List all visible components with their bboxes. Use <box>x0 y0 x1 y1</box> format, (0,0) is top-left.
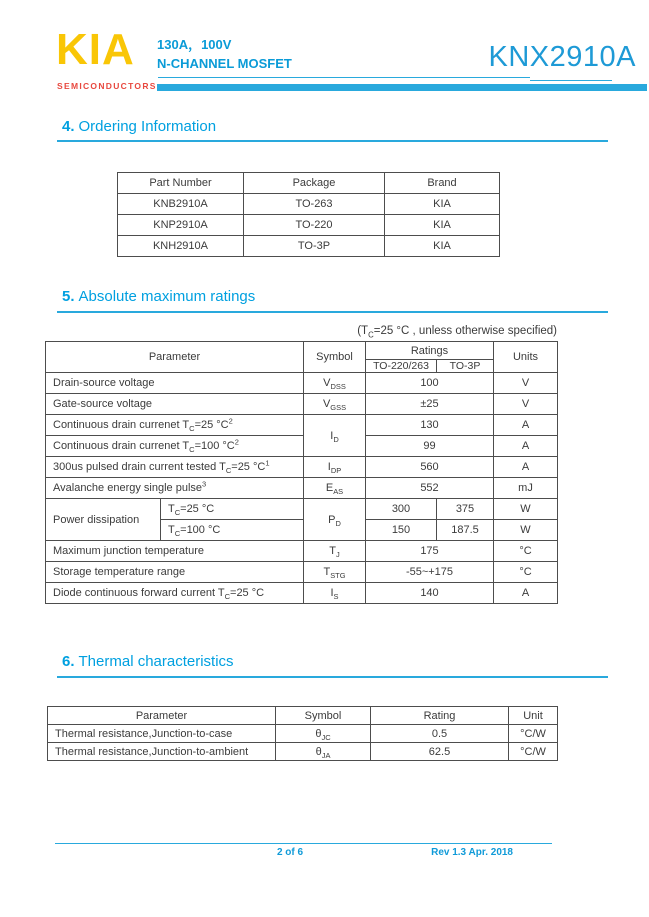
table-cell: °C <box>494 562 558 583</box>
table-header-cell: Symbol <box>276 707 371 725</box>
table-header-cell: Rating <box>371 707 509 725</box>
table-cell: 552 <box>366 478 494 499</box>
section-4-number: 4. <box>62 118 75 135</box>
table-row <box>46 541 558 562</box>
table-cell: $V_{DSS}$ <box>304 373 366 394</box>
section-6-number: 6. <box>62 653 75 670</box>
table-cell: °C/W <box>509 725 558 743</box>
header-rule-thin-right <box>530 80 612 81</box>
header-rule-thick <box>157 84 647 91</box>
table-cell: 140 <box>366 583 494 604</box>
table-cell: TO-220 <box>244 215 385 236</box>
table-cell: TO-3P <box>244 236 385 257</box>
section-4-rule <box>57 140 608 142</box>
table-cell: Continuous drain currenet $T_C=100$ $^\circ C^2$ <box>46 436 304 457</box>
table-header-cell: Ratings <box>366 342 494 360</box>
table-cell: 150 <box>366 520 437 541</box>
table-cell: 375 <box>437 499 494 520</box>
device-type-line2: N-CHANNEL MOSFET <box>157 56 292 71</box>
table-cell: Thermal resistance,Junction-to-case <box>48 725 276 743</box>
table-row <box>48 707 558 725</box>
table-cell: 0.5 <box>371 725 509 743</box>
table-cell: A <box>494 436 558 457</box>
table-row <box>48 743 558 761</box>
table-cell: $T_{STG}$ <box>304 562 366 583</box>
section-6-rule <box>57 676 608 678</box>
table-cell: 560 <box>366 457 494 478</box>
page-number: 2 of 6 <box>276 847 304 858</box>
table-row <box>46 562 558 583</box>
device-rating-line1: 130A，100V <box>157 37 232 52</box>
table-row <box>48 725 558 743</box>
table-cell: °C/W <box>509 743 558 761</box>
table-cell: 187.5 <box>437 520 494 541</box>
table-row <box>46 373 558 394</box>
table-cell: Gate-source voltage <box>46 394 304 415</box>
header-rule-thin-left <box>158 77 530 78</box>
thermal-characteristics-table <box>47 706 558 761</box>
absolute-maximum-ratings-table <box>45 341 558 604</box>
table-cell: A <box>494 457 558 478</box>
section-6-heading <box>62 653 234 670</box>
table-cell: °C <box>494 541 558 562</box>
table-cell: 99 <box>366 436 494 457</box>
section-4-title: Ordering Information <box>78 118 217 135</box>
table-cell: $I_D$ <box>304 415 366 457</box>
table-cell: $T_J$ <box>304 541 366 562</box>
table-header-cell: Parameter <box>46 342 304 373</box>
section-5-rule <box>57 311 608 313</box>
section-6-title: Thermal characteristics <box>78 653 234 670</box>
table-cell: $I_{DP}$ <box>304 457 366 478</box>
table-row <box>46 342 558 360</box>
table-header-cell: TO-3P <box>437 360 494 373</box>
footer-rule <box>55 843 552 844</box>
table-row <box>46 457 558 478</box>
table-cell: Diode continuous forward current $T_C=25$ °C <box>46 583 304 604</box>
table-header-cell: Part Number <box>118 173 244 194</box>
table-cell: 62.5 <box>371 743 509 761</box>
logo-subtext: SEMICONDUCTORS <box>57 81 157 91</box>
table-row <box>118 236 500 257</box>
table-cell: $V_{GSS}$ <box>304 394 366 415</box>
table-cell: 300us pulsed drain current tested $T_C=25$ $^\circ C^1$ <box>46 457 304 478</box>
table-cell: Avalanche energy single pulse$^3$ <box>46 478 304 499</box>
table-header-cell: Unit <box>509 707 558 725</box>
table-row <box>46 499 558 520</box>
table-cell: ±25 <box>366 394 494 415</box>
test-conditions-note: ($T_C=25$ °C , unless otherwise specified) <box>357 325 557 340</box>
table-header-cell: Package <box>244 173 385 194</box>
table-cell: Continuous drain currenet $T_C=25$ $^\circ C^2$ <box>46 415 304 436</box>
table-cell: Storage temperature range <box>46 562 304 583</box>
table-cell: $T_C=25$ °C <box>161 499 304 520</box>
table-row <box>46 478 558 499</box>
table-cell: 130 <box>366 415 494 436</box>
table-cell: Power dissipation <box>46 499 161 541</box>
table-row <box>46 436 558 457</box>
revision-date: Rev 1.3 Apr. 2018 <box>431 847 513 858</box>
table-cell: Maximum junction temperature <box>46 541 304 562</box>
section-5-title: Absolute maximum ratings <box>78 288 256 305</box>
table-header-cell: Symbol <box>304 342 366 373</box>
table-cell: $T_C=100$ °C <box>161 520 304 541</box>
table-cell: $P_D$ <box>304 499 366 541</box>
table-row <box>46 394 558 415</box>
table-row <box>46 583 558 604</box>
table-cell: KIA <box>385 194 500 215</box>
table-cell: Drain-source voltage <box>46 373 304 394</box>
table-cell: W <box>494 499 558 520</box>
table-cell: KIA <box>385 215 500 236</box>
table-cell: KNH2910A <box>118 236 244 257</box>
table-cell: $I_S$ <box>304 583 366 604</box>
section-5-heading <box>62 288 255 305</box>
table-cell: V <box>494 373 558 394</box>
table-cell: KNP2910A <box>118 215 244 236</box>
table-cell: KNB2910A <box>118 194 244 215</box>
table-cell: mJ <box>494 478 558 499</box>
table-cell: 100 <box>366 373 494 394</box>
table-cell: V <box>494 394 558 415</box>
table-header-cell: Brand <box>385 173 500 194</box>
table-header-cell: Parameter <box>48 707 276 725</box>
table-cell: Thermal resistance,Junction-to-ambient <box>48 743 276 761</box>
table-cell: 300 <box>366 499 437 520</box>
table-row <box>118 194 500 215</box>
table-row <box>46 415 558 436</box>
table-header-cell: Units <box>494 342 558 373</box>
table-cell: $\theta_{JA}$ <box>276 743 371 761</box>
table-cell: $E_{AS}$ <box>304 478 366 499</box>
table-cell: W <box>494 520 558 541</box>
table-cell: TO-263 <box>244 194 385 215</box>
ordering-information-table <box>117 172 500 257</box>
table-row <box>118 173 500 194</box>
table-cell: 175 <box>366 541 494 562</box>
table-cell: $\theta_{JC}$ <box>276 725 371 743</box>
kia-logo: KIA <box>56 25 135 74</box>
table-row <box>118 215 500 236</box>
table-header-cell: TO-220/263 <box>366 360 437 373</box>
section-5-number: 5. <box>62 288 75 305</box>
table-cell: -55~+175 <box>366 562 494 583</box>
device-rating-subtitle <box>157 35 292 73</box>
table-cell: A <box>494 583 558 604</box>
part-number-title: KNX2910A <box>488 41 636 73</box>
table-cell: A <box>494 415 558 436</box>
table-cell: KIA <box>385 236 500 257</box>
section-4-heading <box>62 118 216 135</box>
